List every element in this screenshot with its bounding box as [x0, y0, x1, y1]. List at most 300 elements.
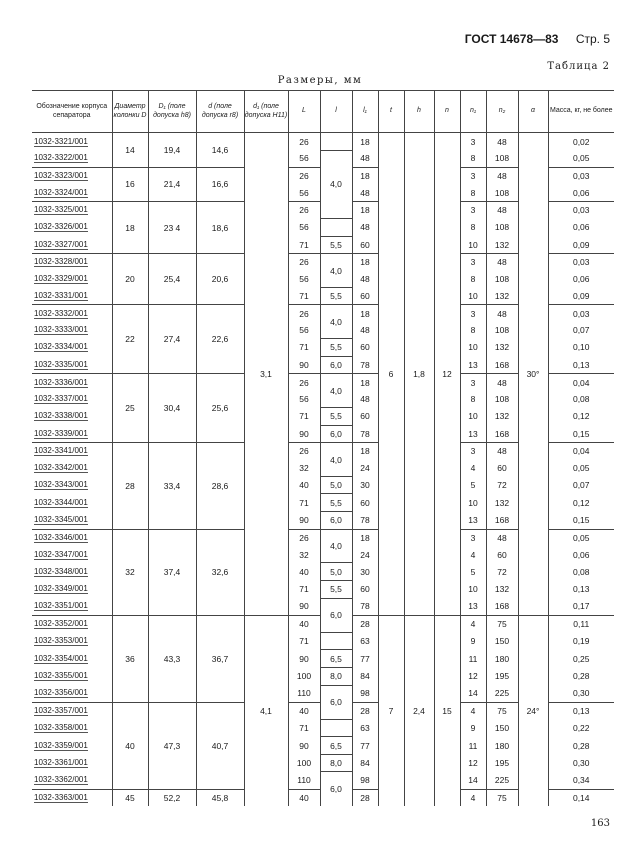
- length-l1: 28: [352, 789, 378, 806]
- length-L: 71: [288, 494, 320, 512]
- length-L: 56: [288, 218, 320, 236]
- separator-code-text: 1032-3341/001: [34, 446, 88, 456]
- diameter-D1: 21,4: [148, 167, 196, 201]
- separator-code-text: 1032-3363/001: [34, 792, 88, 802]
- length-l: 6,0: [320, 598, 352, 632]
- value-n1: 3: [460, 374, 486, 391]
- length-l: 6,5: [320, 737, 352, 755]
- length-l1: 18: [352, 305, 378, 322]
- mass-kg: 0,07: [548, 476, 614, 494]
- value-n2: 60: [486, 546, 518, 563]
- col-header: Обозначение корпуса сепаратора: [32, 91, 112, 133]
- value-h: 1,8: [404, 133, 434, 616]
- separator-code-text: 1032-3345/001: [34, 515, 88, 525]
- column-diameter-D: 28: [112, 443, 148, 529]
- separator-code: [32, 339, 112, 357]
- length-L: 90: [288, 512, 320, 530]
- length-l1: 18: [352, 167, 378, 184]
- value-n1: 3: [460, 133, 486, 151]
- diameter-D1: 19,4: [148, 133, 196, 168]
- column-diameter-D: 25: [112, 374, 148, 443]
- length-l: 5,5: [320, 580, 352, 598]
- length-L: 71: [288, 287, 320, 305]
- length-L: 56: [288, 322, 320, 339]
- length-l: 4,0: [320, 443, 352, 477]
- separator-code-text: 1032-3351/001: [34, 601, 88, 611]
- length-l1: 60: [352, 339, 378, 357]
- units-label: Размеры, мм: [277, 75, 363, 86]
- value-n1: 3: [460, 305, 486, 322]
- mass-kg: 0,17: [548, 598, 614, 615]
- length-l: [320, 133, 352, 151]
- mass-kg: 0,14: [548, 789, 614, 806]
- col-header: t: [378, 91, 404, 133]
- separator-code: [32, 201, 112, 218]
- length-l1: 78: [352, 512, 378, 530]
- table-label: Таблица 2: [547, 61, 610, 72]
- length-l: 6,0: [320, 512, 352, 530]
- separator-code-text: 1032-3355/001: [34, 671, 88, 681]
- value-n1: 12: [460, 667, 486, 685]
- value-n2: 48: [486, 443, 518, 460]
- value-n1: 11: [460, 737, 486, 755]
- separator-code: [32, 391, 112, 408]
- diameter-d: 45,8: [196, 789, 244, 806]
- mass-kg: 0,13: [548, 580, 614, 598]
- document-header: [465, 32, 610, 46]
- length-L: 32: [288, 460, 320, 477]
- length-l1: 18: [352, 201, 378, 218]
- value-n2: 132: [486, 287, 518, 305]
- separator-code: [32, 356, 112, 374]
- separator-code-text: 1032-3335/001: [34, 359, 88, 369]
- column-diameter-D: 20: [112, 254, 148, 305]
- separator-code-text: 1032-3333/001: [34, 325, 88, 335]
- value-n1: 9: [460, 632, 486, 650]
- value-n1: 3: [460, 201, 486, 218]
- mass-kg: 0,25: [548, 650, 614, 668]
- length-l: [320, 632, 352, 650]
- diameter-D1: 27,4: [148, 305, 196, 374]
- separator-code-text: 1032-3359/001: [34, 740, 88, 750]
- length-l1: 28: [352, 615, 378, 632]
- separator-code-text: 1032-3338/001: [34, 411, 88, 421]
- value-n2: 72: [486, 476, 518, 494]
- length-l1: 48: [352, 391, 378, 408]
- length-l1: 48: [352, 271, 378, 288]
- length-l: 6,0: [320, 356, 352, 374]
- separator-code: [32, 425, 112, 443]
- length-L: 40: [288, 563, 320, 581]
- separator-code-text: 1032-3334/001: [34, 342, 88, 352]
- dimensions-table: [32, 90, 614, 806]
- diameter-D1: 43,3: [148, 615, 196, 702]
- value-n2: 108: [486, 322, 518, 339]
- length-l1: 84: [352, 754, 378, 772]
- column-diameter-D: 36: [112, 615, 148, 702]
- length-L: 40: [288, 789, 320, 806]
- diameter-d: 40,7: [196, 702, 244, 789]
- length-l1: 30: [352, 476, 378, 494]
- value-n2: 48: [486, 305, 518, 322]
- col-header: L: [288, 91, 320, 133]
- separator-code: [32, 563, 112, 581]
- diameter-d: 32,6: [196, 529, 244, 615]
- diameter-d: 20,6: [196, 254, 244, 305]
- table-header-row: [32, 91, 614, 133]
- separator-code-text: 1032-3321/001: [34, 136, 88, 146]
- diameter-d: 22,6: [196, 305, 244, 374]
- length-l1: 18: [352, 374, 378, 391]
- value-n2: 108: [486, 218, 518, 236]
- length-l1: 63: [352, 719, 378, 737]
- length-l: 5,0: [320, 476, 352, 494]
- value-n2: 168: [486, 425, 518, 443]
- length-L: 56: [288, 150, 320, 167]
- separator-code-text: 1032-3336/001: [34, 377, 88, 387]
- length-l1: 24: [352, 546, 378, 563]
- diameter-d: 14,6: [196, 133, 244, 168]
- mass-kg: 0,09: [548, 287, 614, 305]
- value-h: 2,4: [404, 615, 434, 806]
- value-n2: 48: [486, 374, 518, 391]
- separator-code: [32, 322, 112, 339]
- length-L: 71: [288, 408, 320, 426]
- separator-code: [32, 494, 112, 512]
- length-l: 5,5: [320, 287, 352, 305]
- value-n1: 13: [460, 512, 486, 530]
- mass-kg: 0,05: [548, 150, 614, 167]
- separator-code: [32, 719, 112, 737]
- separator-code-text: 1032-3332/001: [34, 308, 88, 318]
- value-n1: 4: [460, 615, 486, 632]
- separator-code: [32, 580, 112, 598]
- value-n1: 4: [460, 789, 486, 806]
- separator-code: [32, 685, 112, 702]
- value-n2: 132: [486, 236, 518, 254]
- value-n1: 8: [460, 218, 486, 236]
- mass-kg: 0,03: [548, 305, 614, 322]
- length-l: [320, 218, 352, 236]
- length-l1: 78: [352, 356, 378, 374]
- separator-code: [32, 512, 112, 530]
- separator-code-text: 1032-3323/001: [34, 170, 88, 180]
- separator-code: [32, 546, 112, 563]
- mass-kg: 0,05: [548, 529, 614, 546]
- separator-code: [32, 754, 112, 772]
- value-n1: 8: [460, 391, 486, 408]
- col-header: n₁: [460, 91, 486, 133]
- length-l1: 18: [352, 254, 378, 271]
- diameter-D1: 33,4: [148, 443, 196, 529]
- separator-code-text: 1032-3362/001: [34, 775, 88, 785]
- length-L: 26: [288, 374, 320, 391]
- value-n2: 48: [486, 254, 518, 271]
- mass-kg: 0,09: [548, 236, 614, 254]
- mass-kg: 0,34: [548, 772, 614, 789]
- diameter-D1: 30,4: [148, 374, 196, 443]
- separator-code-text: 1032-3361/001: [34, 758, 88, 768]
- value-n2: 75: [486, 702, 518, 719]
- page-label: Стр. 5: [575, 32, 610, 46]
- value-n2: 48: [486, 529, 518, 546]
- mass-kg: 0,03: [548, 201, 614, 218]
- value-n1: 3: [460, 254, 486, 271]
- value-n1: 10: [460, 236, 486, 254]
- value-n1: 8: [460, 271, 486, 288]
- separator-code: [32, 598, 112, 615]
- separator-code-text: 1032-3329/001: [34, 274, 88, 284]
- length-L: 56: [288, 271, 320, 288]
- value-n1: 4: [460, 460, 486, 477]
- diameter-d: 28,6: [196, 443, 244, 529]
- diameter-D1: 23 4: [148, 201, 196, 253]
- length-l: 4,0: [320, 529, 352, 563]
- column-diameter-D: 14: [112, 133, 148, 168]
- separator-code-text: 1032-3342/001: [34, 463, 88, 473]
- separator-code-text: 1032-3328/001: [34, 257, 88, 267]
- mass-kg: 0,04: [548, 374, 614, 391]
- value-n1: 5: [460, 563, 486, 581]
- value-n2: 132: [486, 494, 518, 512]
- value-n1: 10: [460, 494, 486, 512]
- length-L: 90: [288, 598, 320, 615]
- value-n1: 14: [460, 772, 486, 789]
- diameter-d: 16,6: [196, 167, 244, 201]
- mass-kg: 0,06: [548, 546, 614, 563]
- length-l1: 48: [352, 322, 378, 339]
- separator-code: [32, 254, 112, 271]
- separator-code: [32, 772, 112, 789]
- length-L: 90: [288, 356, 320, 374]
- value-n2: 195: [486, 754, 518, 772]
- separator-code: [32, 184, 112, 201]
- separator-code-text: 1032-3358/001: [34, 722, 88, 732]
- column-diameter-D: 16: [112, 167, 148, 201]
- mass-kg: 0,28: [548, 737, 614, 755]
- value-n2: 75: [486, 789, 518, 806]
- value-n2: 72: [486, 563, 518, 581]
- length-l: 4,0: [320, 150, 352, 218]
- length-L: 40: [288, 702, 320, 719]
- mass-kg: 0,03: [548, 167, 614, 184]
- value-n2: 150: [486, 719, 518, 737]
- value-n2: 180: [486, 650, 518, 668]
- length-l1: 28: [352, 702, 378, 719]
- length-L: 26: [288, 167, 320, 184]
- mass-kg: 0,30: [548, 685, 614, 702]
- page-number: 163: [590, 818, 610, 829]
- value-n2: 108: [486, 184, 518, 201]
- col-header: l: [320, 91, 352, 133]
- length-l1: 48: [352, 184, 378, 201]
- diameter-D1: 25,4: [148, 254, 196, 305]
- length-L: 56: [288, 184, 320, 201]
- mass-kg: 0,07: [548, 322, 614, 339]
- separator-code: [32, 374, 112, 391]
- length-L: 26: [288, 305, 320, 322]
- col-header: Масса, кг, не более: [548, 91, 614, 133]
- value-n1: 4: [460, 546, 486, 563]
- length-L: 32: [288, 546, 320, 563]
- mass-kg: 0,15: [548, 512, 614, 530]
- length-l: 6,5: [320, 650, 352, 668]
- length-l1: 60: [352, 408, 378, 426]
- separator-code: [32, 615, 112, 632]
- length-l1: 60: [352, 494, 378, 512]
- mass-kg: 0,08: [548, 563, 614, 581]
- separator-code: [32, 702, 112, 719]
- length-L: 71: [288, 236, 320, 254]
- mass-kg: 0,19: [548, 632, 614, 650]
- value-t: 6: [378, 133, 404, 616]
- separator-code: [32, 737, 112, 755]
- length-l: 5,5: [320, 236, 352, 254]
- separator-code: [32, 529, 112, 546]
- length-L: 40: [288, 615, 320, 632]
- length-l: 5,5: [320, 339, 352, 357]
- col-header: l₁: [352, 91, 378, 133]
- value-n1: 3: [460, 167, 486, 184]
- separator-code: [32, 443, 112, 460]
- value-n2: 132: [486, 408, 518, 426]
- table-body: [32, 133, 614, 807]
- value-n1: 10: [460, 339, 486, 357]
- angle-alpha: 30°: [518, 133, 548, 616]
- separator-code-text: 1032-3325/001: [34, 205, 88, 215]
- value-n1: 13: [460, 598, 486, 615]
- length-l: 4,0: [320, 254, 352, 288]
- length-L: 40: [288, 476, 320, 494]
- length-L: 110: [288, 685, 320, 702]
- separator-code-text: 1032-3344/001: [34, 497, 88, 507]
- separator-code-text: 1032-3352/001: [34, 618, 88, 628]
- separator-code-text: 1032-3331/001: [34, 290, 88, 300]
- length-l: 4,0: [320, 374, 352, 408]
- value-n1: 10: [460, 287, 486, 305]
- separator-code-text: 1032-3354/001: [34, 653, 88, 663]
- length-l: 6,0: [320, 425, 352, 443]
- value-n2: 108: [486, 271, 518, 288]
- separator-code: [32, 287, 112, 305]
- separator-code: [32, 167, 112, 184]
- length-l: 6,0: [320, 685, 352, 719]
- separator-code-text: 1032-3348/001: [34, 566, 88, 576]
- value-n: 15: [434, 615, 460, 806]
- length-l1: 60: [352, 580, 378, 598]
- separator-code: [32, 305, 112, 322]
- length-l1: 78: [352, 598, 378, 615]
- diameter-D1: 37,4: [148, 529, 196, 615]
- value-n2: 168: [486, 512, 518, 530]
- mass-kg: 0,13: [548, 356, 614, 374]
- mass-kg: 0,22: [548, 719, 614, 737]
- value-n1: 10: [460, 408, 486, 426]
- mass-kg: 0,30: [548, 754, 614, 772]
- col-header: n₂: [486, 91, 518, 133]
- value-n2: 48: [486, 167, 518, 184]
- length-l1: 77: [352, 650, 378, 668]
- length-L: 26: [288, 254, 320, 271]
- separator-code-text: 1032-3322/001: [34, 153, 88, 163]
- separator-code-text: 1032-3347/001: [34, 549, 88, 559]
- col-header: d (поле допуска r8): [196, 91, 244, 133]
- value-n2: 60: [486, 460, 518, 477]
- separator-code: [32, 650, 112, 668]
- length-l1: 48: [352, 150, 378, 167]
- mass-kg: 0,05: [548, 460, 614, 477]
- mass-kg: 0,08: [548, 391, 614, 408]
- mass-kg: 0,12: [548, 494, 614, 512]
- value-t: 7: [378, 615, 404, 806]
- length-L: 26: [288, 133, 320, 151]
- length-l1: 77: [352, 737, 378, 755]
- value-n2: 108: [486, 391, 518, 408]
- length-l: 8,0: [320, 667, 352, 685]
- separator-code-text: 1032-3357/001: [34, 705, 88, 715]
- angle-alpha: 24°: [518, 615, 548, 806]
- length-l: 6,0: [320, 772, 352, 806]
- value-n1: 8: [460, 150, 486, 167]
- value-n1: 13: [460, 425, 486, 443]
- length-L: 100: [288, 667, 320, 685]
- length-L: 71: [288, 339, 320, 357]
- col-header: D₁ (поле допуска h8): [148, 91, 196, 133]
- length-l1: 18: [352, 529, 378, 546]
- value-n1: 10: [460, 580, 486, 598]
- diameter-d: 25,6: [196, 374, 244, 443]
- col-header: α: [518, 91, 548, 133]
- value-n2: 48: [486, 201, 518, 218]
- mass-kg: 0,12: [548, 408, 614, 426]
- length-l1: 63: [352, 632, 378, 650]
- value-n2: 108: [486, 150, 518, 167]
- separator-code-text: 1032-3343/001: [34, 480, 88, 490]
- length-l1: 84: [352, 667, 378, 685]
- value-n1: 13: [460, 356, 486, 374]
- diameter-d: 36,7: [196, 615, 244, 702]
- mass-kg: 0,02: [548, 133, 614, 151]
- length-L: 90: [288, 425, 320, 443]
- length-L: 26: [288, 529, 320, 546]
- length-l: 4,0: [320, 305, 352, 339]
- col-header: n: [434, 91, 460, 133]
- separator-code-text: 1032-3339/001: [34, 428, 88, 438]
- column-diameter-D: 18: [112, 201, 148, 253]
- separator-code-text: 1032-3356/001: [34, 688, 88, 698]
- value-n1: 8: [460, 322, 486, 339]
- value-n1: 8: [460, 184, 486, 201]
- length-l1: 18: [352, 133, 378, 151]
- length-l1: 24: [352, 460, 378, 477]
- separator-code-text: 1032-3327/001: [34, 239, 88, 249]
- value-n2: 225: [486, 685, 518, 702]
- value-n2: 168: [486, 598, 518, 615]
- diameter-d1: 4,1: [244, 615, 288, 806]
- value-n1: 5: [460, 476, 486, 494]
- length-L: 71: [288, 632, 320, 650]
- mass-kg: 0,13: [548, 702, 614, 719]
- length-l1: 48: [352, 218, 378, 236]
- value-n1: 3: [460, 529, 486, 546]
- mass-kg: 0,15: [548, 425, 614, 443]
- column-diameter-D: 45: [112, 789, 148, 806]
- length-L: 110: [288, 772, 320, 789]
- length-l: 5,5: [320, 494, 352, 512]
- diameter-d1: 3,1: [244, 133, 288, 616]
- separator-code-text: 1032-3326/001: [34, 222, 88, 232]
- mass-kg: 0,03: [548, 254, 614, 271]
